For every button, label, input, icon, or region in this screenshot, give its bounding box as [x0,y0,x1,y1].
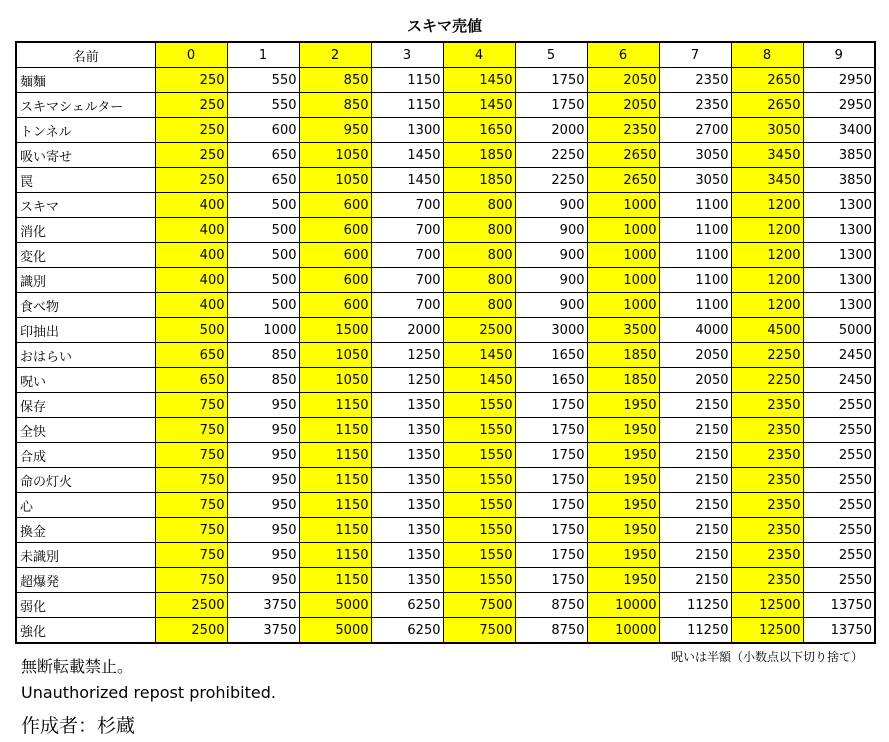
item-name-cell: 合成 [16,443,155,468]
price-cell: 3050 [731,118,803,143]
price-cell: 1750 [515,568,587,593]
price-cell: 1550 [443,443,515,468]
price-cell: 950 [227,493,299,518]
price-cell: 2350 [731,543,803,568]
price-cell: 1300 [803,218,875,243]
price-cell: 900 [515,293,587,318]
curse-note: 呪いは半額（小数点以下切り捨て） [670,650,863,664]
price-cell: 1950 [587,393,659,418]
item-name-cell: スキマシェルター [16,93,155,118]
price-cell: 1000 [587,193,659,218]
price-cell: 1050 [299,168,371,193]
column-header-4: 4 [443,42,515,68]
price-cell: 11250 [659,618,731,644]
column-header-6: 6 [587,42,659,68]
price-cell: 2500 [155,593,227,618]
item-name-cell: 印抽出 [16,318,155,343]
price-cell: 700 [371,293,443,318]
price-cell: 2050 [587,68,659,93]
item-name-cell: 心 [16,493,155,518]
price-cell: 3050 [659,168,731,193]
item-name-cell: 麺麵 [16,68,155,93]
price-cell: 8750 [515,618,587,644]
table-row [16,393,875,418]
price-cell: 800 [443,218,515,243]
price-cell: 1950 [587,568,659,593]
price-cell: 2150 [659,543,731,568]
item-name-cell: 罠 [16,168,155,193]
price-cell: 500 [227,293,299,318]
price-cell: 2350 [731,568,803,593]
price-cell: 400 [155,193,227,218]
price-cell: 250 [155,143,227,168]
price-cell: 900 [515,218,587,243]
price-cell: 2550 [803,568,875,593]
price-cell: 2250 [515,143,587,168]
price-cell: 950 [227,468,299,493]
price-cell: 250 [155,93,227,118]
price-cell: 1300 [803,268,875,293]
price-cell: 500 [227,218,299,243]
price-cell: 400 [155,268,227,293]
price-cell: 7500 [443,618,515,644]
price-cell: 3750 [227,618,299,644]
price-cell: 2550 [803,543,875,568]
price-table [15,41,876,644]
price-cell: 950 [227,543,299,568]
price-cell: 2500 [443,318,515,343]
price-cell: 1350 [371,393,443,418]
price-cell: 750 [155,493,227,518]
price-cell: 650 [155,343,227,368]
price-cell: 1200 [731,193,803,218]
price-cell: 400 [155,293,227,318]
price-cell: 1550 [443,493,515,518]
price-cell: 1750 [515,93,587,118]
price-cell: 8750 [515,593,587,618]
price-cell: 700 [371,243,443,268]
table-row [16,268,875,293]
price-cell: 1650 [515,368,587,393]
price-cell: 1550 [443,418,515,443]
item-name-cell: 識別 [16,268,155,293]
price-cell: 950 [227,418,299,443]
table-row [16,168,875,193]
column-header-9: 9 [803,42,875,68]
price-cell: 3000 [515,318,587,343]
price-cell: 400 [155,243,227,268]
price-cell: 1950 [587,518,659,543]
price-cell: 2700 [659,118,731,143]
price-cell: 5000 [299,618,371,644]
price-cell: 1450 [443,368,515,393]
price-cell: 1100 [659,218,731,243]
author-credit: 作成者：杉蔵 [21,715,136,737]
column-header-1: 1 [227,42,299,68]
price-cell: 1350 [371,468,443,493]
price-cell: 1550 [443,518,515,543]
item-name-cell: 消化 [16,218,155,243]
price-cell: 1000 [227,318,299,343]
price-cell: 1750 [515,493,587,518]
price-cell: 2000 [515,118,587,143]
price-cell: 1300 [371,118,443,143]
price-cell: 1300 [803,293,875,318]
price-cell: 850 [299,93,371,118]
item-name-cell: 吸い寄せ [16,143,155,168]
price-cell: 1350 [371,493,443,518]
price-cell: 1200 [731,218,803,243]
price-cell: 2150 [659,393,731,418]
price-cell: 1500 [299,318,371,343]
price-cell: 2550 [803,393,875,418]
price-cell: 2550 [803,518,875,543]
price-cell: 250 [155,168,227,193]
price-cell: 900 [515,268,587,293]
price-cell: 1350 [371,568,443,593]
price-cell: 2350 [731,493,803,518]
price-cell: 12500 [731,593,803,618]
price-cell: 1150 [299,468,371,493]
repost-notice-jp: 無断転載禁止。 [21,657,134,676]
price-cell: 1300 [803,243,875,268]
price-cell: 550 [227,68,299,93]
price-cell: 650 [227,143,299,168]
price-cell: 1950 [587,418,659,443]
price-cell: 800 [443,268,515,293]
table-row [16,293,875,318]
price-cell: 1150 [299,393,371,418]
column-header-5: 5 [515,42,587,68]
price-cell: 3500 [587,318,659,343]
price-cell: 1150 [299,418,371,443]
price-cell: 600 [299,218,371,243]
price-cell: 1950 [587,468,659,493]
price-cell: 650 [155,368,227,393]
table-row [16,468,875,493]
table-row [16,518,875,543]
price-cell: 500 [227,193,299,218]
price-cell: 750 [155,518,227,543]
item-name-cell: 換金 [16,518,155,543]
price-cell: 950 [227,518,299,543]
price-cell: 1000 [587,243,659,268]
table-row [16,443,875,468]
price-cell: 5000 [299,593,371,618]
price-cell: 2350 [659,68,731,93]
price-cell: 2150 [659,418,731,443]
price-cell: 1000 [587,218,659,243]
price-cell: 1550 [443,543,515,568]
price-cell: 6250 [371,593,443,618]
price-cell: 1350 [371,543,443,568]
price-cell: 2050 [659,368,731,393]
item-name-cell: 呪い [16,368,155,393]
price-cell: 2350 [731,418,803,443]
price-cell: 1750 [515,68,587,93]
price-cell: 6250 [371,618,443,644]
price-cell: 1200 [731,243,803,268]
price-cell: 600 [299,293,371,318]
price-cell: 1950 [587,493,659,518]
table-row [16,618,875,644]
price-cell: 1150 [299,568,371,593]
price-cell: 3400 [803,118,875,143]
price-cell: 1150 [299,493,371,518]
price-cell: 1950 [587,443,659,468]
price-cell: 2250 [731,368,803,393]
price-cell: 800 [443,193,515,218]
column-header-name: 名前 [16,42,155,68]
price-cell: 3850 [803,168,875,193]
price-cell: 1750 [515,418,587,443]
price-cell: 2150 [659,443,731,468]
price-cell: 950 [299,118,371,143]
price-cell: 550 [227,93,299,118]
price-cell: 1350 [371,418,443,443]
price-cell: 4000 [659,318,731,343]
item-name-cell: 食べ物 [16,293,155,318]
price-cell: 1150 [371,68,443,93]
item-name-cell: 変化 [16,243,155,268]
table-header-row [16,42,875,68]
price-cell: 1550 [443,468,515,493]
price-cell: 750 [155,418,227,443]
price-cell: 1750 [515,543,587,568]
price-cell: 1150 [299,443,371,468]
price-cell: 1250 [371,343,443,368]
price-cell: 13750 [803,593,875,618]
table-row [16,368,875,393]
price-cell: 700 [371,268,443,293]
price-cell: 2350 [587,118,659,143]
table-row [16,218,875,243]
price-cell: 1200 [731,268,803,293]
price-cell: 2150 [659,493,731,518]
price-cell: 3450 [731,168,803,193]
price-cell: 3850 [803,143,875,168]
price-cell: 1100 [659,243,731,268]
price-cell: 1850 [587,368,659,393]
item-name-cell: スキマ [16,193,155,218]
price-cell: 1100 [659,293,731,318]
price-cell: 650 [227,168,299,193]
table-row [16,593,875,618]
item-name-cell: 全快 [16,418,155,443]
price-cell: 1950 [587,543,659,568]
price-cell: 1550 [443,568,515,593]
table-row [16,118,875,143]
price-cell: 900 [515,243,587,268]
price-cell: 1350 [371,518,443,543]
price-cell: 11250 [659,593,731,618]
price-cell: 1750 [515,468,587,493]
price-cell: 1150 [299,543,371,568]
price-cell: 1850 [443,168,515,193]
table-row [16,418,875,443]
item-name-cell: 保存 [16,393,155,418]
price-cell: 2350 [731,443,803,468]
price-cell: 700 [371,193,443,218]
price-cell: 800 [443,243,515,268]
price-cell: 750 [155,443,227,468]
price-cell: 2350 [731,518,803,543]
price-cell: 2450 [803,368,875,393]
price-cell: 2050 [587,93,659,118]
price-cell: 1450 [443,68,515,93]
price-cell: 2550 [803,418,875,443]
price-cell: 1650 [443,118,515,143]
price-cell: 2150 [659,568,731,593]
price-cell: 1200 [731,293,803,318]
table-row [16,543,875,568]
price-cell: 1750 [515,443,587,468]
price-cell: 1750 [515,393,587,418]
price-cell: 1450 [371,168,443,193]
price-cell: 2550 [803,468,875,493]
repost-notice-en: Unauthorized repost prohibited. [21,683,276,702]
column-header-7: 7 [659,42,731,68]
table-row [16,193,875,218]
price-cell: 2950 [803,93,875,118]
price-cell: 1300 [803,193,875,218]
price-cell: 2550 [803,493,875,518]
price-cell: 12500 [731,618,803,644]
price-cell: 750 [155,468,227,493]
table-row [16,318,875,343]
price-cell: 850 [227,343,299,368]
column-header-2: 2 [299,42,371,68]
price-cell: 2150 [659,518,731,543]
price-cell: 2000 [371,318,443,343]
price-cell: 750 [155,393,227,418]
table-row [16,68,875,93]
table-row [16,93,875,118]
price-cell: 2350 [731,468,803,493]
price-cell: 1050 [299,343,371,368]
price-cell: 600 [227,118,299,143]
price-cell: 2950 [803,68,875,93]
price-cell: 4500 [731,318,803,343]
price-cell: 850 [299,68,371,93]
price-cell: 1050 [299,368,371,393]
item-name-cell: トンネル [16,118,155,143]
price-cell: 10000 [587,593,659,618]
price-cell: 2650 [587,168,659,193]
price-cell: 2050 [659,343,731,368]
price-cell: 1050 [299,143,371,168]
table-row [16,343,875,368]
price-cell: 1750 [515,518,587,543]
price-cell: 3450 [731,143,803,168]
price-cell: 600 [299,193,371,218]
price-cell: 1100 [659,268,731,293]
price-cell: 800 [443,293,515,318]
price-cell: 500 [155,318,227,343]
table-row [16,243,875,268]
price-cell: 700 [371,218,443,243]
price-cell: 250 [155,68,227,93]
table-row [16,143,875,168]
price-cell: 5000 [803,318,875,343]
price-cell: 1650 [515,343,587,368]
table-row [16,568,875,593]
price-cell: 500 [227,268,299,293]
price-cell: 3050 [659,143,731,168]
price-cell: 2350 [731,393,803,418]
price-cell: 1150 [299,518,371,543]
price-cell: 1000 [587,268,659,293]
column-header-8: 8 [731,42,803,68]
price-cell: 750 [155,543,227,568]
price-cell: 400 [155,218,227,243]
price-cell: 950 [227,443,299,468]
price-cell: 2500 [155,618,227,644]
item-name-cell: 未識別 [16,543,155,568]
price-cell: 1350 [371,443,443,468]
price-cell: 2650 [731,93,803,118]
price-cell: 1850 [587,343,659,368]
price-cell: 250 [155,118,227,143]
price-cell: 2250 [731,343,803,368]
price-cell: 1150 [371,93,443,118]
price-cell: 600 [299,243,371,268]
price-cell: 3750 [227,593,299,618]
table-row [16,493,875,518]
price-cell: 1550 [443,393,515,418]
price-cell: 1450 [443,93,515,118]
price-cell: 1000 [587,293,659,318]
price-cell: 950 [227,393,299,418]
price-cell: 850 [227,368,299,393]
price-cell: 1450 [371,143,443,168]
price-cell: 1250 [371,368,443,393]
item-name-cell: 弱化 [16,593,155,618]
price-cell: 2650 [731,68,803,93]
price-cell: 950 [227,568,299,593]
price-cell: 600 [299,268,371,293]
item-name-cell: 命の灯火 [16,468,155,493]
price-cell: 10000 [587,618,659,644]
price-cell: 2250 [515,168,587,193]
page-title: スキマ売値 [406,17,482,35]
price-cell: 1850 [443,143,515,168]
price-cell: 7500 [443,593,515,618]
price-cell: 2450 [803,343,875,368]
price-cell: 2350 [659,93,731,118]
price-cell: 2150 [659,468,731,493]
column-header-3: 3 [371,42,443,68]
price-cell: 2650 [587,143,659,168]
item-name-cell: おはらい [16,343,155,368]
price-cell: 13750 [803,618,875,644]
price-cell: 1100 [659,193,731,218]
column-header-0: 0 [155,42,227,68]
price-cell: 750 [155,568,227,593]
price-cell: 2550 [803,443,875,468]
item-name-cell: 強化 [16,618,155,644]
price-cell: 500 [227,243,299,268]
item-name-cell: 超爆発 [16,568,155,593]
price-cell: 1450 [443,343,515,368]
price-cell: 900 [515,193,587,218]
